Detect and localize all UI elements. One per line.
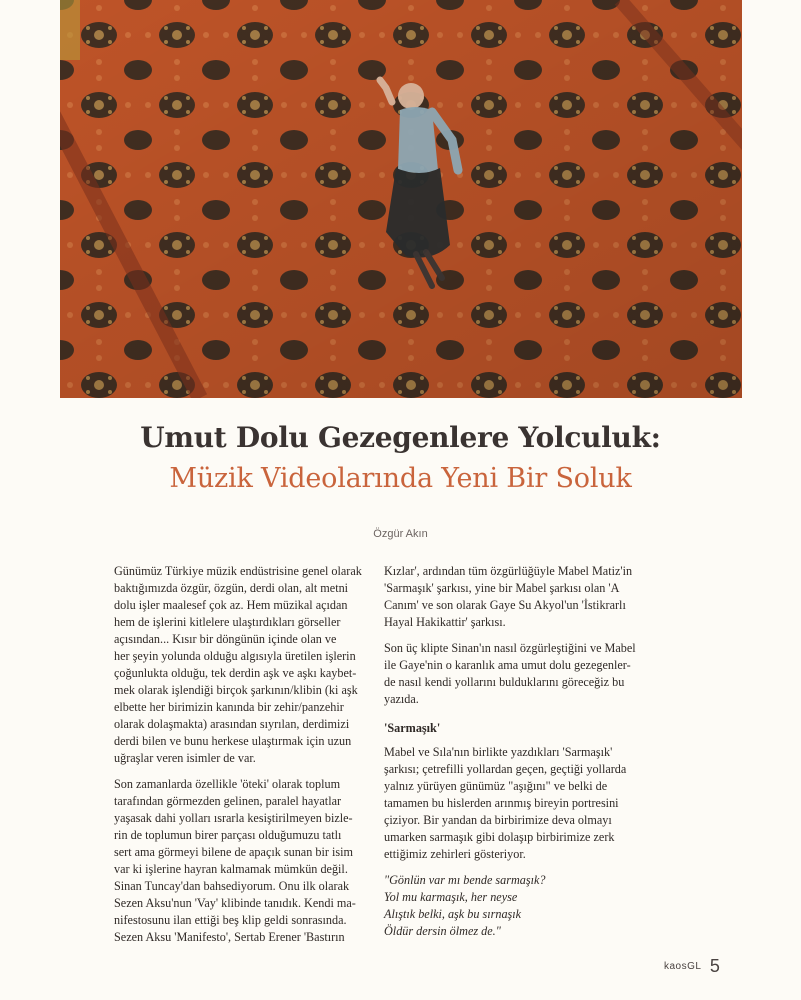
left-paragraph-2: Son zamanlarda özellikle 'öteki' olarak toplum tarafından görmezden gelinen, paralel hayatlar yaşasak dahi yolları ısrarla kesiştirilmeyen bizle- rin de toplumun birer parçası olduğumuzu tatlı sert ama görmeyi bilene de apaçık sunan bir isim var ki işlerine hayran kalmamak mümkün değil. Sinan Tuncay'dan bahsediyorum. Onu ilk olarak Sezen Aksu'nun 'Vay' klibinde tanıdık. Kendi ma- nifestosunu ilan ettiği beş klip geldi sonrasında. Sezen Aksu 'Manifesto', Sertab Erener 'Bastırın [114, 777, 356, 944]
left-paragraph-1: Günümüz Türkiye müzik endüstrisine genel olarak baktığımızda özgür, özgün, derdi olan, alt metni dolu işler maalesef çok az. Hem müzikal açıdan hem de işlerini kitlelere ulaştırdıkları görseller açısından... Kısır bir döngünün içinde olan ve her şeyin yolunda olduğu algısıyla üretilen işlerin çoğunlukta olduğu, tek derdin aşk ve aşkı kaybet- mek olarak işlendiği birçok şarkının/klibin (ki aşk elbette her birimizin kanında bir zehir/panzehir olarak dolaşmakta) arasından sıyrılan, derdimizi derdi bilen ve bunu herkese ulaştırmak için uzun uğraşlar veren isimler de var. [114, 564, 362, 765]
cover-photo [60, 0, 742, 398]
title-subtitle: Müzik Videolarında Yeni Bir Soluk [169, 463, 632, 494]
right-column [384, 563, 656, 940]
title-main: Umut Dolu Gezegenlere Yolculuk: [140, 421, 661, 454]
page-number: 5 [709, 956, 720, 976]
magazine-name: kaosGL [664, 961, 702, 972]
right-paragraph-3: Mabel ve Sıla'nın birlikte yazdıkları 'Sarmaşık' şarkısı; çetrefilli yollardan geçen, geçtiği yollarda yalnız yürüyen günümüz "aşığını" ve belki de tamamen bu hislerden arınmış bireyin portresini çiziyor. Bir yandan da birbirimize deva olmayı umarken sarmaşık gibi dolaşıp birbirimize zerk ettiğimiz zehirleri gösteriyor. [384, 745, 627, 861]
carpet-illustration [60, 0, 742, 398]
left-column [114, 563, 370, 955]
right-paragraph-2: Son üç klipte Sinan'ın nasıl özgürleştiğini ve Mabel ile Gaye'nin o karanlık ama umut dolu gezegenler- de nasıl kendi yollarını bulduklarını göreceğiz bu yazıda. [384, 641, 636, 706]
right-paragraph-1: Kızlar', ardından tüm özgürlüğüyle Mabel Matiz'in 'Sarmaşık' şarkısı, yine bir Mabel şarkısı olan 'A Canım' ve son olarak Gaye Su Akyol'un 'İstikrarlı Hayal Hakikattir' şarkısı. [384, 564, 633, 629]
section-heading-sarmasik: 'Sarmaşık' [384, 721, 441, 735]
page-footer [664, 956, 720, 977]
article-headline [0, 418, 801, 500]
author-byline: Özgür Akın [373, 528, 428, 540]
lyrics-quote: "Gönlün var mı bende sarmaşık? Yol mu karmaşık, her neyse Alıştık belki, aşk bu sırnaşık Öldür dersin ölmez de." [384, 873, 546, 938]
